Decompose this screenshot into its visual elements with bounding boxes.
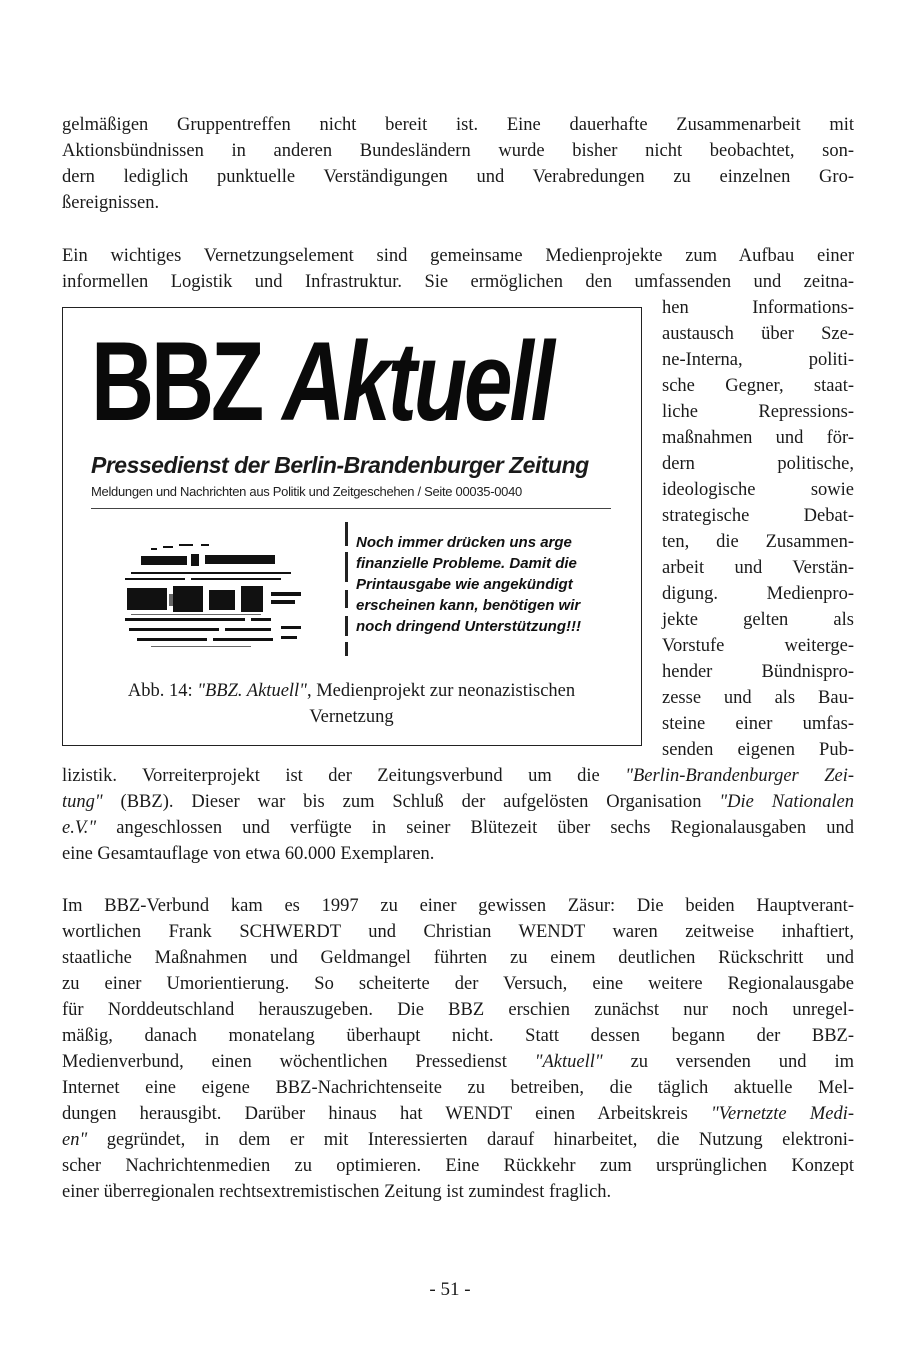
caption-line-2: Vernetzung bbox=[309, 707, 394, 727]
text-line: steine einer umfas- bbox=[662, 714, 854, 734]
text-line: Ein wichtiges Vernetzungselement sind gemeinsame Medienprojekte zum Aufbau einer bbox=[62, 246, 854, 266]
text-line: Internet eine eigene BBZ-Nachrichtenseite zu betreiben, die täglich aktuelle Mel- bbox=[62, 1078, 854, 1098]
page-number: - 51 - bbox=[429, 1279, 471, 1300]
notice-line: Printausgabe wie angekündigt bbox=[356, 576, 573, 593]
text-line: Vorstufe weiterge- bbox=[662, 636, 854, 656]
masthead bbox=[91, 319, 621, 454]
text-line: austausch über Sze- bbox=[662, 324, 854, 344]
text-line: eine Gesamtauflage von etwa 60.000 Exemplaren. bbox=[62, 844, 435, 864]
sidebar-text bbox=[662, 295, 854, 763]
text-line: hender Bündnispro- bbox=[662, 662, 854, 682]
text-line: ten, die Zusammen- bbox=[662, 532, 854, 552]
figure-caption bbox=[63, 678, 640, 730]
text-line: einer überregionalen rechtsextremistischen Zeitung ist zumindest fraglich. bbox=[62, 1182, 612, 1202]
text-line: tung" (BBZ). Dieser war bis zum Schluß der aufgelösten Organisation "Die Nationalen bbox=[62, 792, 854, 812]
text-line: lizistik. Vorreiterprojekt ist der Zeitungsverbund um die "Berlin-Brandenburger Zei- bbox=[62, 766, 854, 786]
caption-title: "BBZ. Aktuell" bbox=[197, 681, 307, 701]
masthead-subtitle: Pressedienst der Berlin-Brandenburger Zeitung bbox=[91, 452, 589, 478]
notice-line: finanzielle Probleme. Damit die bbox=[356, 555, 577, 572]
paragraph-bottom bbox=[62, 893, 854, 1205]
text-line: Medienverbund, einen wöchentlichen Pressedienst "Aktuell" zu versenden und im bbox=[62, 1052, 854, 1072]
notice-line: erscheinen kann, benötigen wir bbox=[356, 597, 581, 614]
text-line: mäßig, danach monatelang überhaupt nicht. Statt dessen begann der BBZ- bbox=[62, 1026, 854, 1046]
appeal-notice bbox=[356, 532, 626, 637]
text-line: Aktionsbündnissen in anderen Bundesländern wurde bisher nicht beobachtet, son- bbox=[62, 141, 854, 161]
figure-bbz-aktuell bbox=[62, 307, 642, 746]
figure-image bbox=[91, 319, 621, 672]
masthead-italic: Aktuell bbox=[282, 319, 552, 444]
text-line: ne-Interna, politi- bbox=[662, 350, 854, 370]
newspaper-thumbnail-icon bbox=[121, 542, 321, 682]
text-line: strategische Debat- bbox=[662, 506, 854, 526]
text-line: zesse und als Bau- bbox=[662, 688, 854, 708]
masthead-rule bbox=[91, 508, 611, 509]
text-line: e.V." angeschlossen und verfügte in seiner Blütezeit über sechs Regionalausgaben und bbox=[62, 818, 854, 838]
notice-line: noch dringend Unterstützung!!! bbox=[356, 618, 581, 635]
text-line: dern lediglich punktuelle Verständigungen und Verabredungen zu einzelnen Gro- bbox=[62, 167, 854, 187]
text-line: für Norddeutschland herauszugeben. Die BBZ erschien zunächst nur noch unregel- bbox=[62, 1000, 854, 1020]
text-line: ßereignissen. bbox=[62, 193, 160, 213]
text-line: sche Gegner, staat- bbox=[662, 376, 854, 396]
text-line: wortlichen Frank SCHWERDT und Christian WENDT waren zeitweise inhaftiert, bbox=[62, 922, 854, 942]
text-line: hen Informations- bbox=[662, 298, 854, 318]
text-line: senden eigenen Pub- bbox=[662, 740, 854, 760]
dashed-divider bbox=[345, 522, 348, 662]
paragraph-continuation bbox=[62, 763, 854, 867]
masthead-plain: BBZ bbox=[91, 319, 283, 444]
text-line: jekte gelten als bbox=[662, 610, 854, 630]
text-line: en" gegründet, in dem er mit Interessierten darauf hinarbeitet, die Nutzung elektroni- bbox=[62, 1130, 854, 1150]
text-line: informellen Logistik und Infrastruktur. Sie ermöglichen den umfassenden und zeitna- bbox=[62, 272, 854, 292]
text-line: scher Nachrichtenmedien zu optimieren. Eine Rückkehr zum ursprünglichen Konzept bbox=[62, 1156, 854, 1176]
masthead-subline: Meldungen und Nachrichten aus Politik und Zeitgeschehen / Seite 00035-0040 bbox=[91, 484, 522, 499]
text-line: dern politische, bbox=[662, 454, 854, 474]
text-line: Im BBZ-Verbund kam es 1997 zu einer gewissen Zäsur: Die beiden Hauptverant- bbox=[62, 896, 854, 916]
text-line: staatliche Maßnahmen und Geldmangel führten zu einem deutlichen Rückschritt und bbox=[62, 948, 854, 968]
text-line: maßnahmen und för- bbox=[662, 428, 854, 448]
text-line: arbeit und Verstän- bbox=[662, 558, 854, 578]
caption-rest: , Medienprojekt zur neonazistischen bbox=[306, 681, 576, 701]
text-line: gelmäßigen Gruppentreffen nicht bereit ist. Eine dauerhafte Zusammenarbeit mit bbox=[62, 115, 854, 135]
text-line: digung. Medienpro- bbox=[662, 584, 854, 604]
text-line: dungen herausgibt. Darüber hinaus hat WENDT einen Arbeitskreis "Vernetzte Medi- bbox=[62, 1104, 854, 1124]
notice-line: Noch immer drücken uns arge bbox=[356, 534, 572, 551]
text-line: ideologische sowie bbox=[662, 480, 854, 500]
paragraph-top bbox=[62, 112, 854, 216]
caption-prefix: Abb. 14: bbox=[127, 681, 198, 701]
paragraph-intro bbox=[62, 243, 854, 295]
text-line: zu einer Umorientierung. So scheiterte der Versuch, eine weitere Regionalausgabe bbox=[62, 974, 854, 994]
text-line: liche Repressions- bbox=[662, 402, 854, 422]
